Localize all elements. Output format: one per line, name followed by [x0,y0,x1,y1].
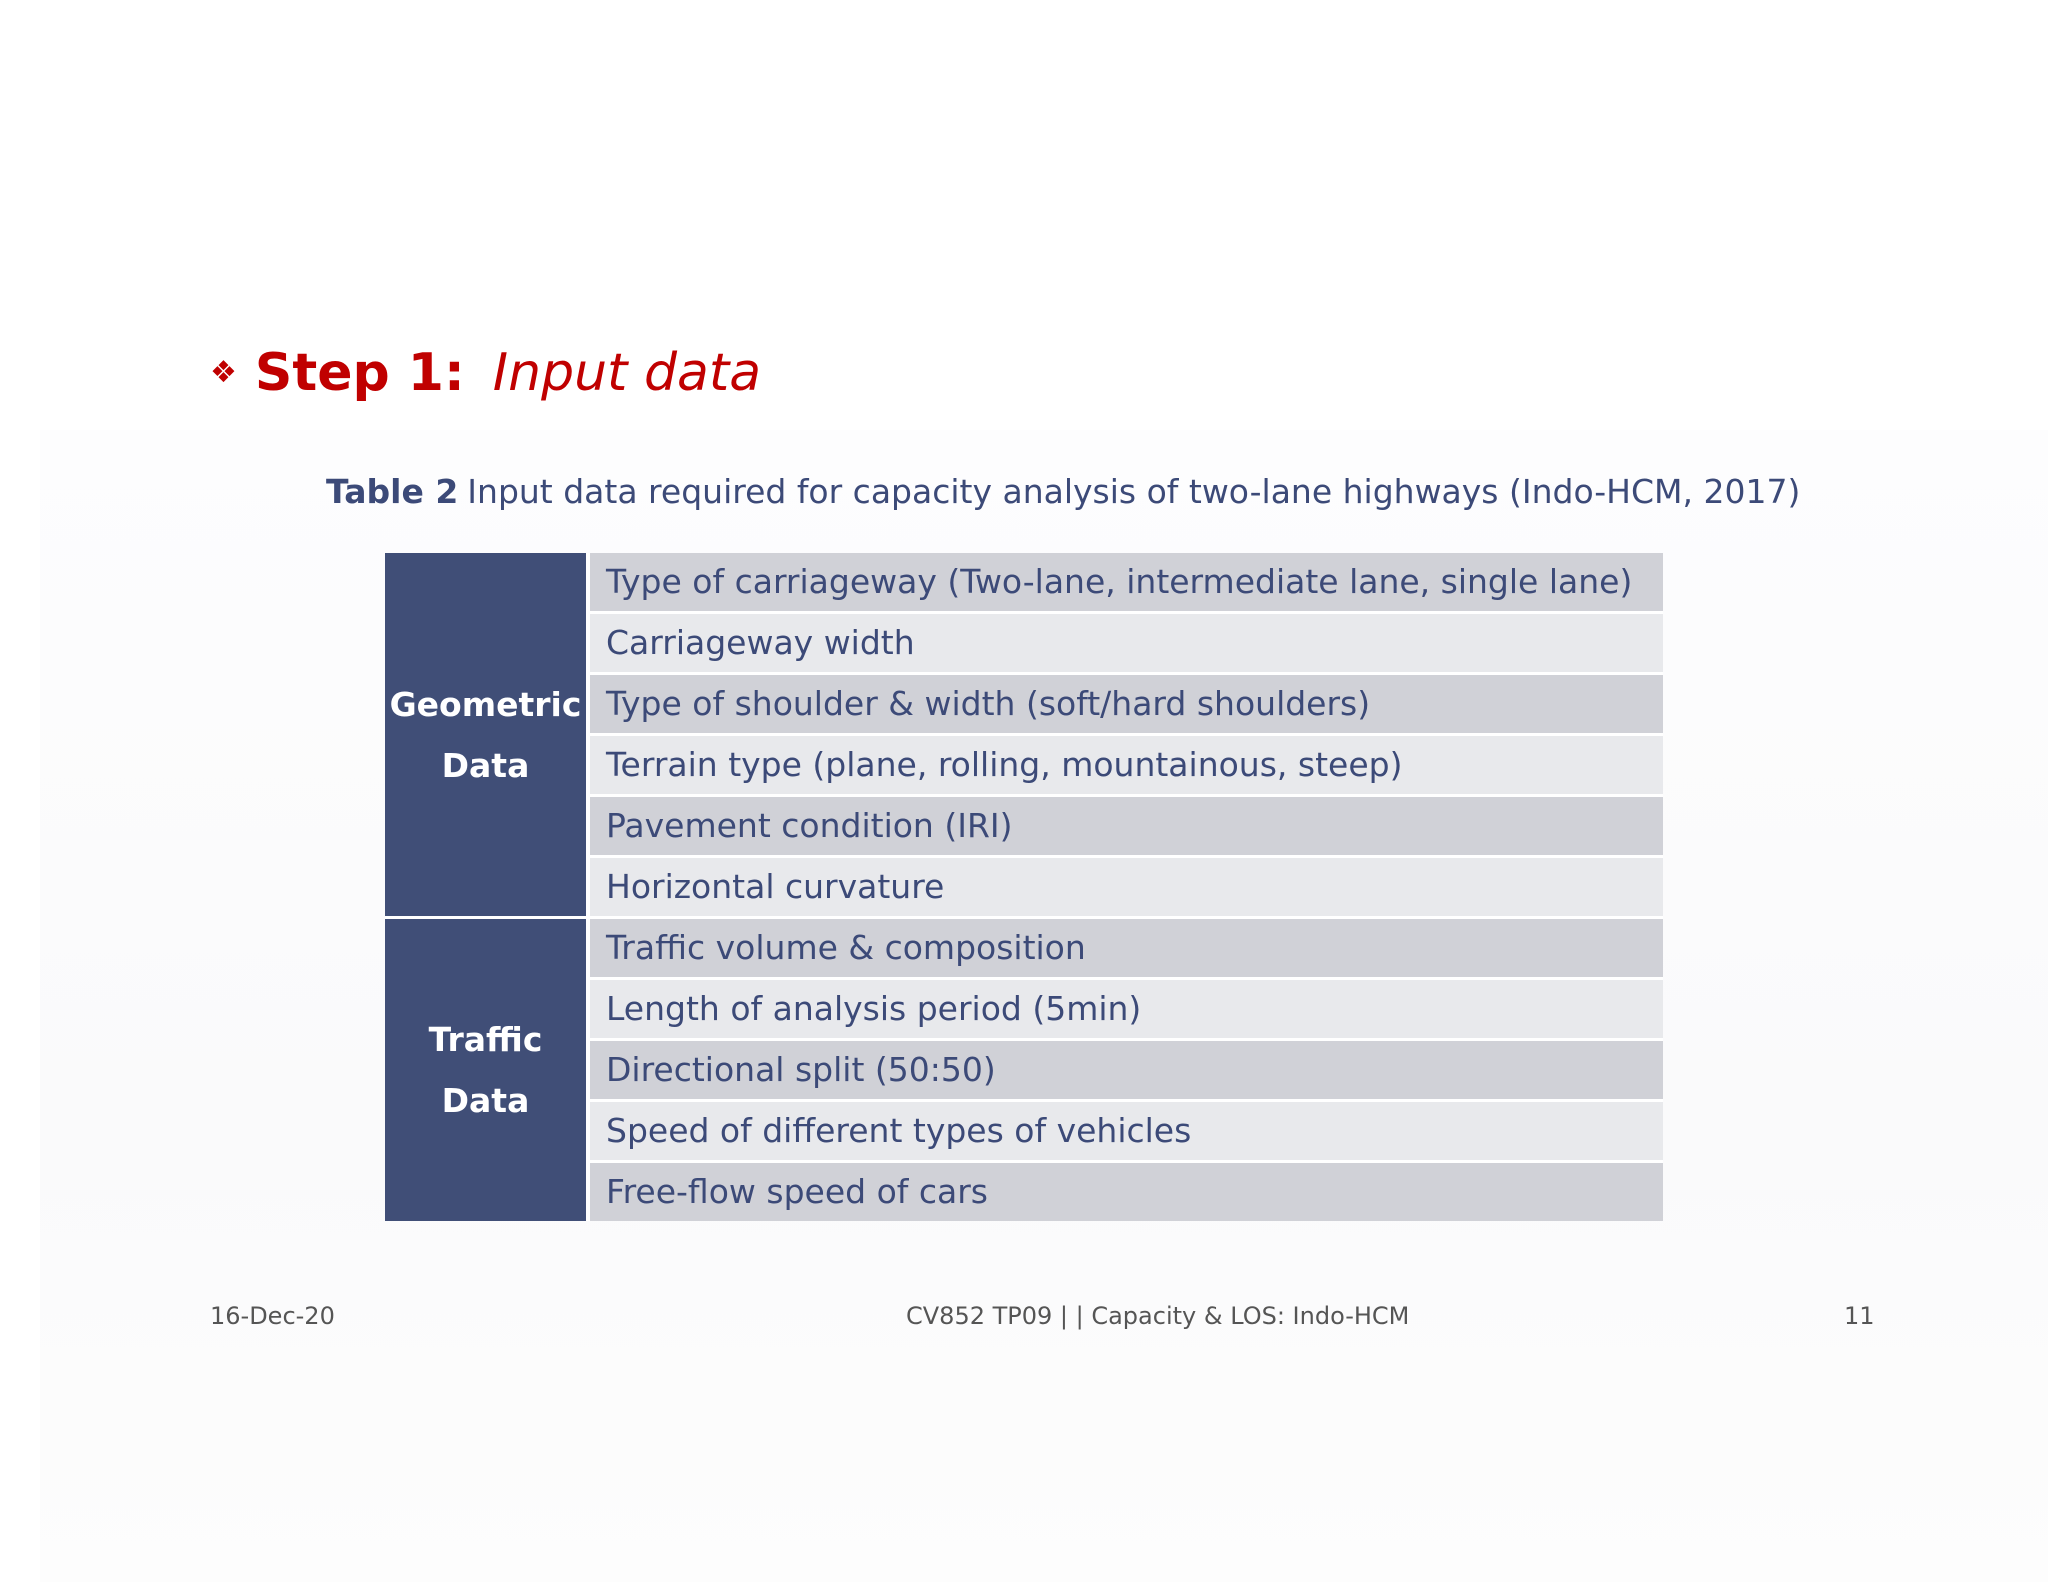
table-row: Terrain type (plane, rolling, mountainous, steep) [590,736,1663,797]
group-header-line: Data [441,745,530,785]
group-header-line: Geometric [389,684,582,724]
table-row: Carriageway width [590,614,1663,675]
group-header-line: Data [441,1081,530,1120]
footer-date: 16-Dec-20 [210,1302,335,1330]
table-row: Pavement condition (IRI) [590,797,1663,858]
footer-page-number: 11 [1844,1302,1875,1330]
diamond-bullet-icon: ❖ [210,355,237,390]
table-row: Length of analysis period (5min) [590,980,1663,1041]
table-group-traffic [385,919,1663,1221]
group-header-traffic [385,919,590,1221]
step-heading [210,338,761,408]
step-label: Step 1: [254,343,465,403]
input-data-table [385,553,1663,1221]
table-row: Speed of different types of vehicles [590,1102,1663,1163]
table-group-geometric [385,553,1663,919]
table-row: Type of shoulder & width (soft/hard shoulders) [590,675,1663,736]
group-header-geometric [385,553,590,916]
table-row: Directional split (50:50) [590,1041,1663,1102]
table-caption-label: Table 2 [326,472,459,511]
table-row: Type of carriageway (Two-lane, intermediate lane, single lane) [590,553,1663,614]
table-caption [326,472,1800,511]
table-row: Traffic volume & composition [590,919,1663,980]
group-rows [590,553,1663,916]
footer-course-title: CV852 TP09 | | Capacity & LOS: Indo-HCM [906,1302,1410,1330]
table-row: Horizontal curvature [590,858,1663,916]
table-caption-text: Input data required for capacity analysis of two-lane highways (Indo-HCM, 2017) [467,472,1801,511]
group-header-line: Traffic [428,1020,543,1059]
step-title: Input data [492,343,762,403]
table-row: Free-flow speed of cars [590,1163,1663,1221]
group-rows [590,919,1663,1221]
